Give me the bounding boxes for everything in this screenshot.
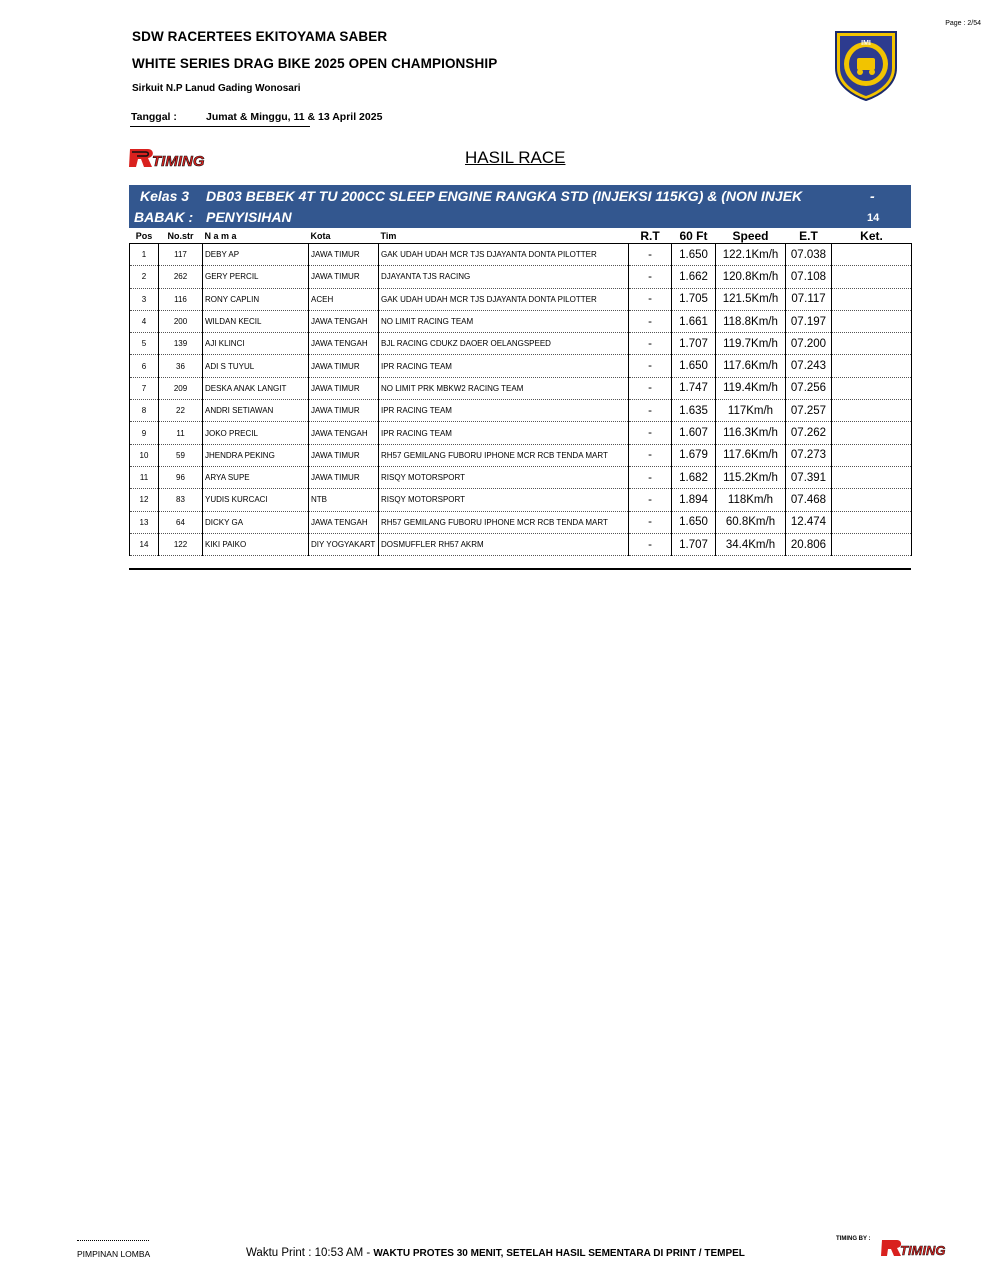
row-60ft: 1.650: [672, 244, 716, 266]
table-bottom-rule: [129, 568, 911, 570]
table-row: [130, 533, 912, 555]
row-name: WILDAN KECIL: [203, 310, 309, 332]
row-reaction-time: -: [629, 533, 672, 555]
row-speed: 117.6Km/h: [716, 444, 786, 466]
row-city: JAWA TIMUR: [309, 355, 379, 377]
row-city: JAWA TENGAH: [309, 422, 379, 444]
imi-logo: [833, 28, 899, 102]
print-info: [246, 1247, 745, 1259]
row-60ft: 1.894: [672, 489, 716, 511]
row-speed: 119.7Km/h: [716, 333, 786, 355]
table-row: [130, 288, 912, 310]
row-reaction-time: -: [629, 400, 672, 422]
row-city: DIY YOGYAKART: [309, 533, 379, 555]
col-60ft: 60 Ft: [672, 229, 716, 244]
row-notes: [832, 310, 912, 332]
row-pos: 6: [130, 355, 159, 377]
results-table: [129, 229, 912, 556]
row-60ft: 1.650: [672, 511, 716, 533]
row-60ft: 1.707: [672, 333, 716, 355]
row-speed: 60.8Km/h: [716, 511, 786, 533]
table-row: [130, 355, 912, 377]
row-start-number: 59: [159, 444, 203, 466]
row-name: JOKO PRECIL: [203, 422, 309, 444]
class-label: Kelas 3: [140, 188, 190, 204]
row-reaction-time: -: [629, 288, 672, 310]
col-et: E.T: [786, 229, 832, 244]
table-row: [130, 466, 912, 488]
row-team: IPR RACING TEAM: [379, 400, 629, 422]
table-row: [130, 310, 912, 332]
row-name: ARYA SUPE: [203, 466, 309, 488]
row-start-number: 64: [159, 511, 203, 533]
row-team: GAK UDAH UDAH MCR TJS DJAYANTA DONTA PILOTTER: [379, 288, 629, 310]
print-time: Waktu Print : 10:53 AM -: [246, 1247, 374, 1259]
row-city: JAWA TIMUR: [309, 400, 379, 422]
col-name: N a m a: [203, 229, 309, 244]
row-reaction-time: -: [629, 310, 672, 332]
row-name: GERY PERCIL: [203, 266, 309, 288]
row-pos: 7: [130, 377, 159, 399]
row-speed: 115.2Km/h: [716, 466, 786, 488]
row-60ft: 1.635: [672, 400, 716, 422]
row-speed: 119.4Km/h: [716, 377, 786, 399]
row-reaction-time: -: [629, 333, 672, 355]
row-pos: 12: [130, 489, 159, 511]
row-et: 07.391: [786, 466, 832, 488]
row-reaction-time: -: [629, 377, 672, 399]
col-start-number: No.str: [159, 229, 203, 244]
table-row: [130, 489, 912, 511]
date-value: Jumat & Minggu, 11 & 13 April 2025: [206, 111, 383, 123]
row-team: BJL RACING CDUKZ DAOER OELANGSPEED: [379, 333, 629, 355]
row-et: 07.197: [786, 310, 832, 332]
row-notes: [832, 422, 912, 444]
row-60ft: 1.705: [672, 288, 716, 310]
row-speed: 34.4Km/h: [716, 533, 786, 555]
class-dash: -: [870, 188, 875, 204]
row-et: 07.468: [786, 489, 832, 511]
row-pos: 5: [130, 333, 159, 355]
row-start-number: 200: [159, 310, 203, 332]
round-name: PENYISIHAN: [206, 209, 292, 225]
row-city: JAWA TENGAH: [309, 511, 379, 533]
row-pos: 14: [130, 533, 159, 555]
row-start-number: 83: [159, 489, 203, 511]
timing-by-label: TIMING BY :: [836, 1236, 871, 1242]
row-et: 07.262: [786, 422, 832, 444]
event-title: SDW RACERTEES EKITOYAMA SABER: [132, 29, 388, 44]
row-start-number: 22: [159, 400, 203, 422]
col-reaction-time: R.T: [629, 229, 672, 244]
section-title: HASIL RACE: [465, 148, 566, 167]
row-name: DESKA ANAK LANGIT: [203, 377, 309, 399]
row-start-number: 36: [159, 355, 203, 377]
participant-count: 14: [867, 212, 880, 224]
row-name: KIKI PAIKO: [203, 533, 309, 555]
row-city: JAWA TIMUR: [309, 244, 379, 266]
row-team: IPR RACING TEAM: [379, 422, 629, 444]
row-team: NO LIMIT RACING TEAM: [379, 310, 629, 332]
row-city: JAWA TENGAH: [309, 310, 379, 332]
row-et: 12.474: [786, 511, 832, 533]
row-speed: 122.1Km/h: [716, 244, 786, 266]
row-notes: [832, 377, 912, 399]
row-pos: 13: [130, 511, 159, 533]
row-start-number: 117: [159, 244, 203, 266]
row-pos: 8: [130, 400, 159, 422]
date-label: Tanggal :: [131, 111, 177, 123]
imi-text: IMI: [861, 40, 871, 47]
row-et: 07.038: [786, 244, 832, 266]
row-city: ACEH: [309, 288, 379, 310]
signature-label: PIMPINAN LOMBA: [77, 1249, 151, 1259]
row-60ft: 1.682: [672, 466, 716, 488]
signature-line: [77, 1240, 149, 1241]
row-60ft: 1.661: [672, 310, 716, 332]
row-pos: 9: [130, 422, 159, 444]
row-et: 07.117: [786, 288, 832, 310]
table-row: [130, 422, 912, 444]
table-row: [130, 266, 912, 288]
row-team: GAK UDAH UDAH MCR TJS DJAYANTA DONTA PILOTTER: [379, 244, 629, 266]
row-team: NO LIMIT PRK MBKW2 RACING TEAM: [379, 377, 629, 399]
row-60ft: 1.679: [672, 444, 716, 466]
row-speed: 118Km/h: [716, 489, 786, 511]
row-reaction-time: -: [629, 422, 672, 444]
row-et: 07.243: [786, 355, 832, 377]
class-header-bar: [129, 185, 911, 228]
row-name: ADI S TUYUL: [203, 355, 309, 377]
row-pos: 10: [130, 444, 159, 466]
row-team: RH57 GEMILANG FUBORU IPHONE MCR RCB TENDA MART: [379, 511, 629, 533]
row-notes: [832, 244, 912, 266]
table-header-row: [130, 229, 912, 244]
row-name: DICKY GA: [203, 511, 309, 533]
row-speed: 117Km/h: [716, 400, 786, 422]
championship-title: WHITE SERIES DRAG BIKE 2025 OPEN CHAMPIONSHIP: [132, 56, 498, 71]
row-start-number: 122: [159, 533, 203, 555]
row-city: JAWA TIMUR: [309, 377, 379, 399]
table-row: [130, 511, 912, 533]
row-notes: [832, 355, 912, 377]
row-name: YUDIS KURCACI: [203, 489, 309, 511]
row-notes: [832, 266, 912, 288]
row-60ft: 1.650: [672, 355, 716, 377]
row-city: JAWA TIMUR: [309, 444, 379, 466]
row-reaction-time: -: [629, 266, 672, 288]
timing-text-footer: TIMING: [900, 1243, 946, 1258]
row-notes: [832, 333, 912, 355]
row-name: DEBY AP: [203, 244, 309, 266]
row-60ft: 1.607: [672, 422, 716, 444]
row-city: JAWA TIMUR: [309, 266, 379, 288]
row-notes: [832, 489, 912, 511]
col-notes: Ket.: [832, 229, 912, 244]
row-pos: 11: [130, 466, 159, 488]
row-et: 20.806: [786, 533, 832, 555]
row-city: NTB: [309, 489, 379, 511]
row-reaction-time: -: [629, 489, 672, 511]
row-pos: 1: [130, 244, 159, 266]
page-number: Page : 2/54: [945, 20, 981, 27]
row-pos: 3: [130, 288, 159, 310]
row-et: 07.200: [786, 333, 832, 355]
table-row: [130, 377, 912, 399]
row-speed: 117.6Km/h: [716, 355, 786, 377]
date-underline: [130, 126, 310, 127]
row-et: 07.256: [786, 377, 832, 399]
row-et: 07.257: [786, 400, 832, 422]
table-row: [130, 400, 912, 422]
row-notes: [832, 288, 912, 310]
row-team: DOSMUFFLER RH57 AKRM: [379, 533, 629, 555]
row-name: AJI KLINCI: [203, 333, 309, 355]
row-reaction-time: -: [629, 466, 672, 488]
row-team: RISQY MOTORSPORT: [379, 466, 629, 488]
row-name: JHENDRA PEKING: [203, 444, 309, 466]
row-reaction-time: -: [629, 355, 672, 377]
row-team: DJAYANTA TJS RACING: [379, 266, 629, 288]
row-pos: 2: [130, 266, 159, 288]
protest-note: WAKTU PROTES 30 MENIT, SETELAH HASIL SEMENTARA DI PRINT / TEMPEL: [373, 1248, 745, 1259]
r-timing-logo: [128, 146, 228, 170]
row-notes: [832, 511, 912, 533]
row-speed: 121.5Km/h: [716, 288, 786, 310]
row-speed: 116.3Km/h: [716, 422, 786, 444]
row-start-number: 11: [159, 422, 203, 444]
row-60ft: 1.707: [672, 533, 716, 555]
table-row: [130, 244, 912, 266]
row-speed: 120.8Km/h: [716, 266, 786, 288]
r-timing-logo-footer: [880, 1237, 964, 1259]
table-row: [130, 333, 912, 355]
row-team: IPR RACING TEAM: [379, 355, 629, 377]
row-notes: [832, 533, 912, 555]
row-notes: [832, 444, 912, 466]
col-team: Tim: [379, 229, 629, 244]
row-et: 07.108: [786, 266, 832, 288]
row-name: RONY CAPLIN: [203, 288, 309, 310]
row-reaction-time: -: [629, 244, 672, 266]
row-city: JAWA TIMUR: [309, 466, 379, 488]
table-row: [130, 444, 912, 466]
row-start-number: 262: [159, 266, 203, 288]
row-60ft: 1.662: [672, 266, 716, 288]
row-notes: [832, 400, 912, 422]
col-pos: Pos: [130, 229, 159, 244]
row-start-number: 209: [159, 377, 203, 399]
row-start-number: 139: [159, 333, 203, 355]
row-city: JAWA TENGAH: [309, 333, 379, 355]
row-name: ANDRI SETIAWAN: [203, 400, 309, 422]
row-team: RH57 GEMILANG FUBORU IPHONE MCR RCB TENDA MART: [379, 444, 629, 466]
class-name: DB03 BEBEK 4T TU 200CC SLEEP ENGINE RANGKA STD (INJEKSI 115KG) & (NON INJEK: [206, 188, 803, 204]
round-label: BABAK :: [134, 209, 194, 225]
row-start-number: 96: [159, 466, 203, 488]
col-speed: Speed: [716, 229, 786, 244]
row-team: RISQY MOTORSPORT: [379, 489, 629, 511]
col-city: Kota: [309, 229, 379, 244]
row-reaction-time: -: [629, 511, 672, 533]
row-et: 07.273: [786, 444, 832, 466]
row-start-number: 116: [159, 288, 203, 310]
row-pos: 4: [130, 310, 159, 332]
row-notes: [832, 466, 912, 488]
row-speed: 118.8Km/h: [716, 310, 786, 332]
timing-text: TIMING: [152, 153, 205, 170]
venue: Sirkuit N.P Lanud Gading Wonosari: [132, 83, 301, 94]
row-60ft: 1.747: [672, 377, 716, 399]
row-reaction-time: -: [629, 444, 672, 466]
